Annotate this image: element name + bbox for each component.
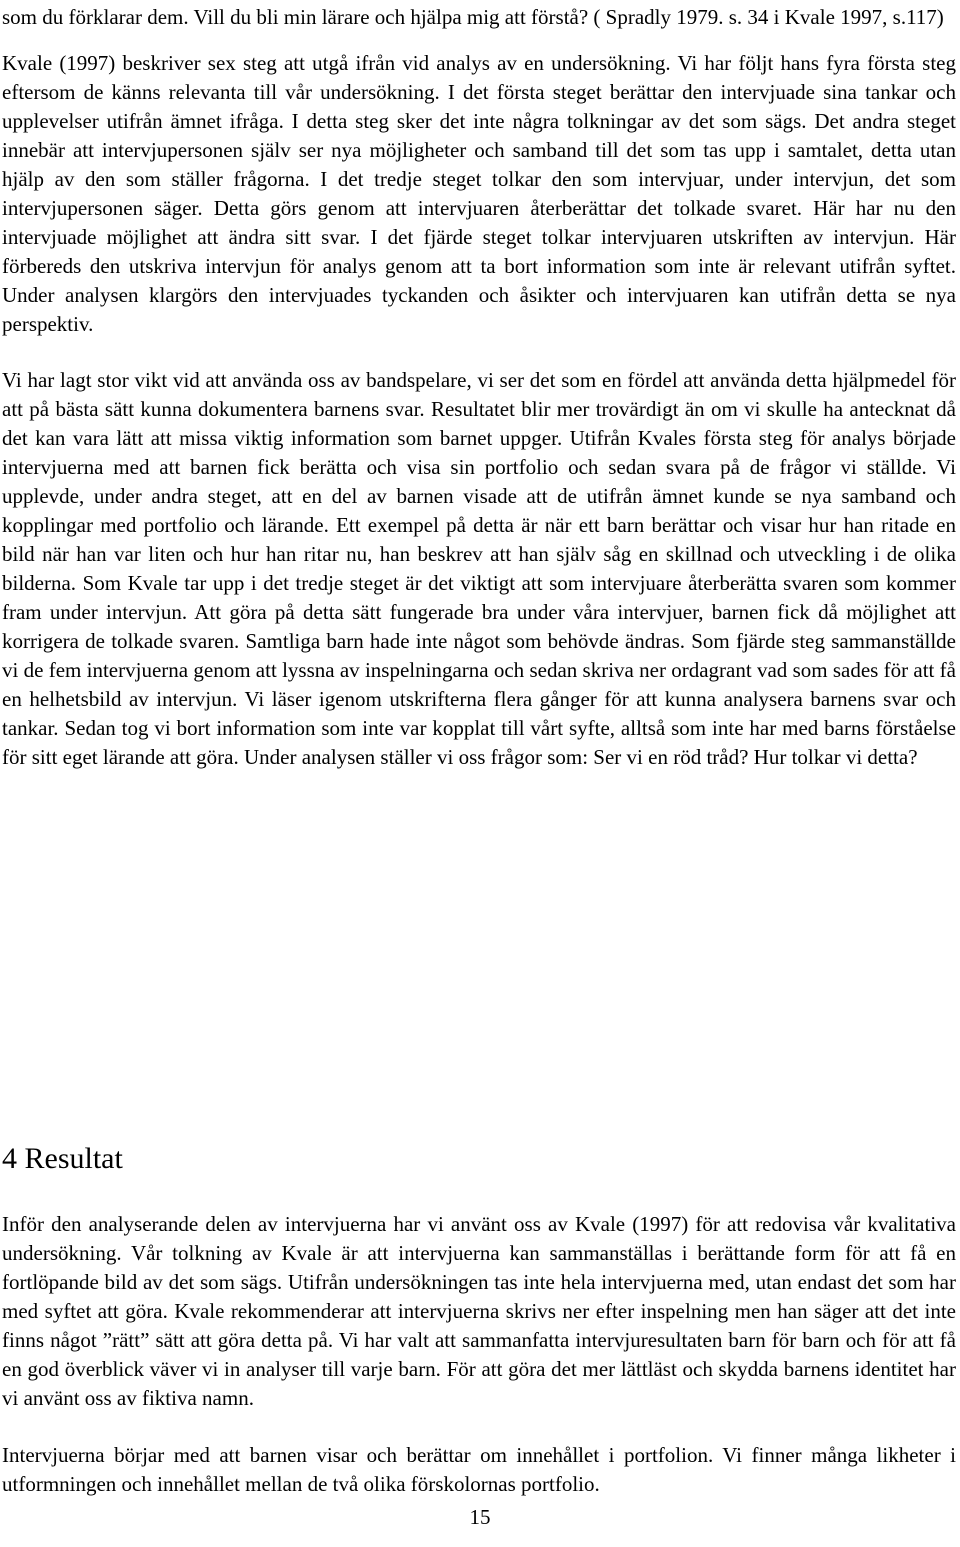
results-intro-paragraph: Inför den analyserande delen av intervjuerna har vi använt oss av Kvale (1997) för att redovisa vår kvalitativa undersökning. Vår tolkning av Kvale är att intervjuerna kan sammanställas i berättande form för att få en fortlöpande bild av det som sägs. Utifrån undersökningen tas inte hela intervjuerna med, utan endast det som har med syftet att göra. Kvale rekommenderar att intervjuerna skrivs ner efter inspelning men han säger att det inte finns något ”rätt” sätt att göra detta på. Vi har valt att sammanfatta intervjuresultaten barn för barn och för att få en god överblick väver vi in analyser till varje barn. För att göra det mer lättläst och skydda barnens identitet har vi använt oss av fiktiva namn. xyxy=(2,1212,956,1410)
portfolio-paragraph: Intervjuerna börjar med att barnen visar och berättar om innehållet i portfolion. Vi finner många likheter i utformningen och innehållet mellan de två olika förskolornas portfolio. xyxy=(2,1443,956,1496)
page-number: 15 xyxy=(469,1505,491,1529)
section-heading-resultat: 4 Resultat xyxy=(2,1142,123,1175)
continued-quote-paragraph: som du förklarar dem. Vill du bli min lärare och hjälpa mig att förstå? ( Spradly 1979. s. 34 i Kvale 1997, s.117) xyxy=(2,5,944,29)
analysis-steps-paragraph: Kvale (1997) beskriver sex steg att utgå ifrån vid analys av en undersökning. Vi har följt hans fyra första steg eftersom de känns relevanta till vår undersökning. I det första steget berättar den intervjuade sina tankar och upplevelser utifrån ämnet ifråga. I detta steg sker det inte några tolkningar av det som sägs. Det andra steget innebär att intervjupersonen själv ser nya möjligheter och samband till det som tas upp i samtalet, detta utan hjälp av den som ställer frågorna. I det tredje steget tolkar den som intervjuar, under intervjun, det som intervjupersonen säger. Detta görs genom att intervjuaren återberättar det tolkade svaret. Här har nu den intervjuade möjlighet att ändra sitt svar. I det fjärde steget tolkar intervjuaren utskriften av intervjun. Här förbereds den utskriva intervjun för analys genom att ta bort information som inte är relevant utifrån syftet. Under analysen klargörs den intervjuades tyckanden och åsikter och intervjuaren kan utifrån detta se nya perspektiv. xyxy=(2,51,956,336)
tape-recorder-paragraph: Vi har lagt stor vikt vid att använda oss av bandspelare, vi ser det som en fördel att använda detta hjälpmedel för att på bästa sätt kunna dokumentera barnens svar. Resultatet blir mer trovärdigt än om vi skulle ha antecknat då det kan vara lätt att missa viktig information som barnet uppger. Utifrån Kvales första steg för analys började intervjuerna med att barnen fick berätta och visa sin portfolio och sedan svara på de frågor vi ställde. Vi upplevde, under andra steget, att en del av barnen visade att de utifrån ämnet kunde se nya samband och kopplingar med portfolio och lärande. Ett exempel på detta är när ett barn berättar och visar hur han ritade en bild när han var liten och hur han ritar nu, han beskrev att han själv såg en skillnad och utveckling i de olika bilderna. Som Kvale tar upp i det tredje steget är det viktigt att som intervjuare återberätta svaren som kommer fram under intervjun. Att göra på detta sätt fungerade bra under våra intervjuer, barnen fick då möjlighet att korrigera de tolkade svaren. Samtliga barn hade inte något som behövde ändras. Som fjärde steg sammanställde vi de fem intervjuerna genom att lyssna av inspelningarna och sedan skriva ner ordagrant vad som sades för att få en helhetsbild av intervjun. Vi läser igenom utskrifterna flera gånger för att kunna analysera barnens svar och tankar. Sedan tog vi bort information som inte var kopplat till vårt syfte, alltså som inte har med barns förståelse för sitt eget lärande att göra. Under analysen ställer vi oss frågor som: Ser vi en röd tråd? Hur tolkar vi detta? xyxy=(2,368,956,769)
